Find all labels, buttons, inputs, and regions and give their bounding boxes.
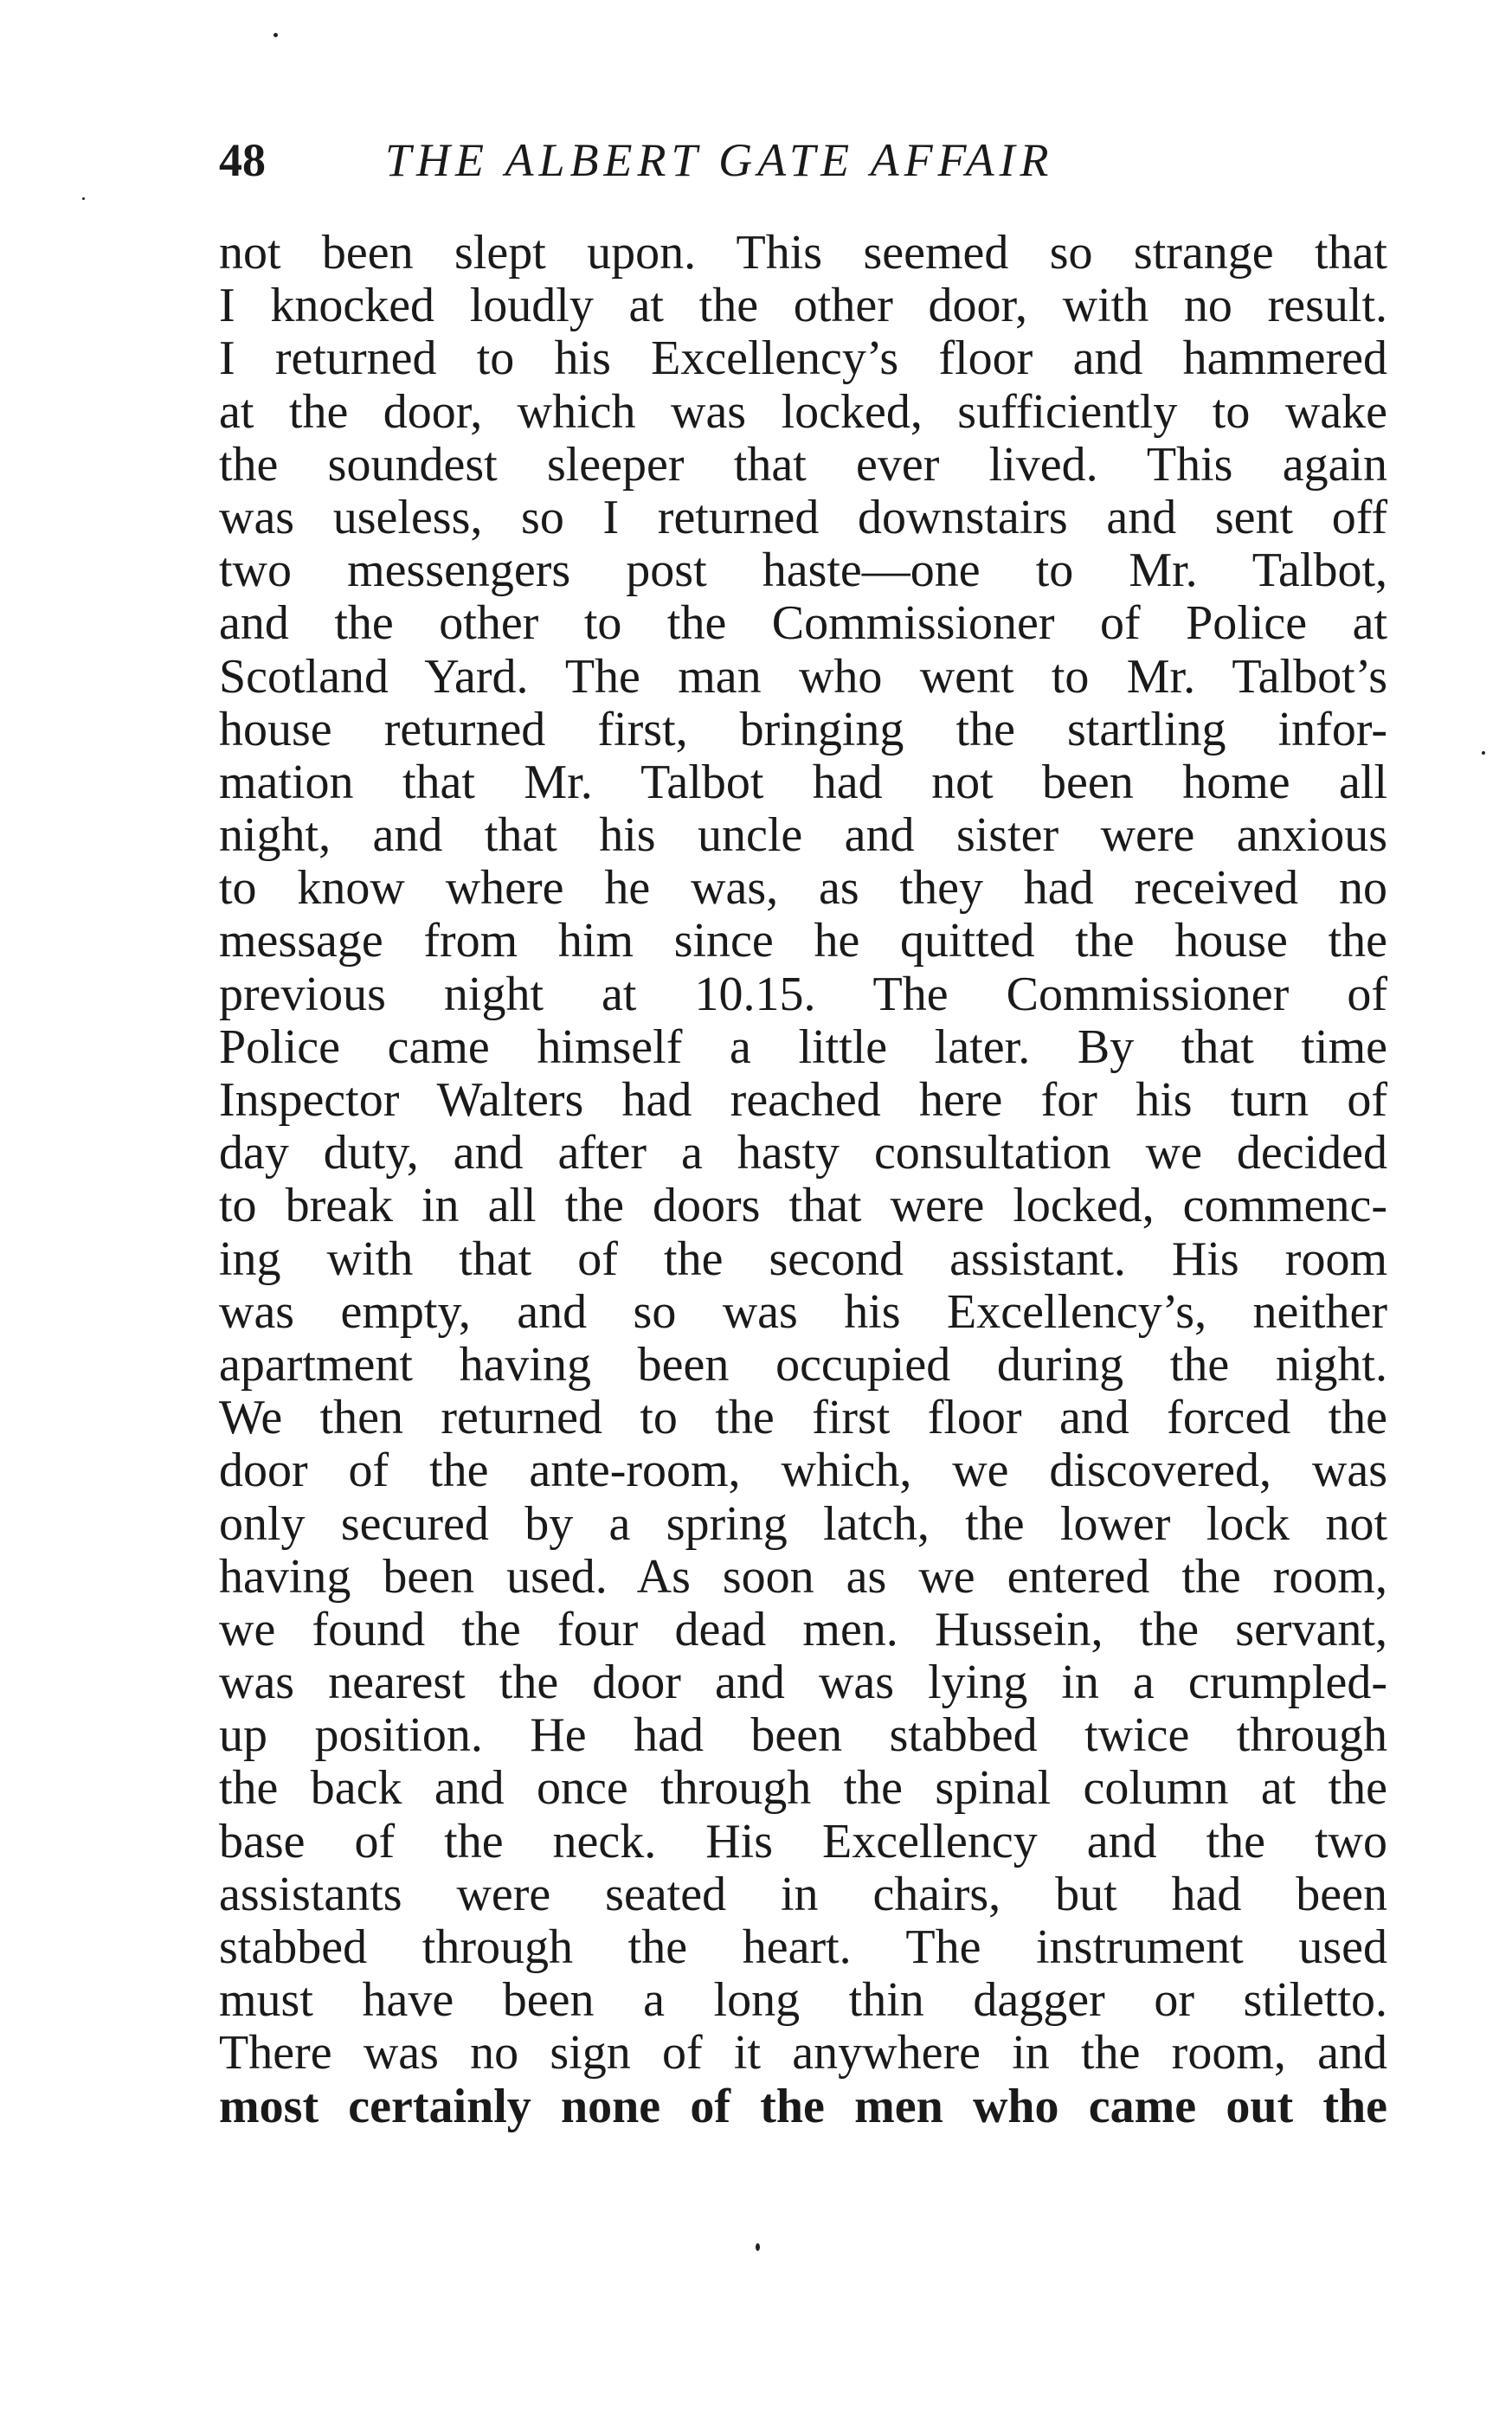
- text-line: to know where he was, as they had received no: [219, 861, 1387, 916]
- text-line: stabbed through the heart. The instrument used: [219, 1920, 1387, 1974]
- text-line: There was no sign of it anywhere in the room, and: [219, 2026, 1387, 2080]
- text-line: Inspector Walters had reached here for his turn of: [219, 1073, 1387, 1127]
- page-number: 48: [219, 134, 266, 186]
- text-line: most certainly none of the men who came out the: [219, 2079, 1387, 2133]
- text-line: Scotland Yard. The man who went to Mr. Talbot’s: [219, 649, 1387, 704]
- text-line: the soundest sleeper that ever lived. This again: [219, 437, 1387, 492]
- text-line: not been slept upon. This seemed so strange that: [219, 226, 1387, 280]
- text-line: We then returned to the first floor and forced the: [219, 1391, 1387, 1445]
- text-line: previous night at 10.15. The Commissioner of: [219, 967, 1387, 1021]
- text-line: door of the ante-room, which, we discovered, was: [219, 1444, 1387, 1498]
- text-line: message from him since he quitted the house the: [219, 914, 1387, 968]
- text-line: was useless, so I returned downstairs and sent off: [219, 490, 1387, 544]
- text-line: I returned to his Excellency’s floor and hammered: [219, 331, 1387, 386]
- body-text: [219, 227, 1387, 2133]
- text-line: to break in all the doors that were locked, commenc-: [219, 1179, 1387, 1233]
- page-header: [219, 130, 1387, 190]
- text-line: we found the four dead men. Hussein, the servant,: [219, 1602, 1387, 1656]
- text-line: and the other to the Commissioner of Police at: [219, 596, 1387, 651]
- running-title: THE ALBERT GATE AFFAIR: [385, 134, 1054, 186]
- text-line: day duty, and after a hasty consultation we decided: [219, 1126, 1387, 1180]
- text-line: Police came himself a little later. By that time: [219, 1019, 1387, 1074]
- text-line: two messengers post haste—one to Mr. Talbot,: [219, 543, 1387, 598]
- text-line: assistants were seated in chairs, but had been: [219, 1867, 1387, 1921]
- text-line: apartment having been occupied during the night.: [219, 1337, 1387, 1392]
- print-speck: [82, 197, 85, 200]
- print-speck: [1482, 751, 1485, 755]
- text-line: having been used. As soon as we entered the room,: [219, 1549, 1387, 1604]
- text-line: house returned first, bringing the startling infor-: [219, 702, 1387, 756]
- text-line: ing with that of the second assistant. His room: [219, 1232, 1387, 1286]
- text-line: must have been a long thin dagger or stiletto.: [219, 1973, 1387, 2028]
- text-line: night, and that his uncle and sister were anxious: [219, 808, 1387, 863]
- text-line: was empty, and so was his Excellency’s, neither: [219, 1284, 1387, 1339]
- text-line: only secured by a spring latch, the lower lock not: [219, 1496, 1387, 1551]
- print-speck: [756, 2243, 760, 2251]
- text-line: the back and once through the spinal column at the: [219, 1761, 1387, 1816]
- text-line: mation that Mr. Talbot had not been home all: [219, 755, 1387, 809]
- text-line: I knocked loudly at the other door, with no result.: [219, 279, 1387, 333]
- text-line: base of the neck. His Excellency and the two: [219, 1814, 1387, 1868]
- text-line: was nearest the door and was lying in a crumpled-: [219, 1656, 1387, 1710]
- text-line: at the door, which was locked, sufficiently to wake: [219, 384, 1387, 439]
- print-speck: [273, 33, 278, 37]
- text-line: up position. He had been stabbed twice through: [219, 1708, 1387, 1763]
